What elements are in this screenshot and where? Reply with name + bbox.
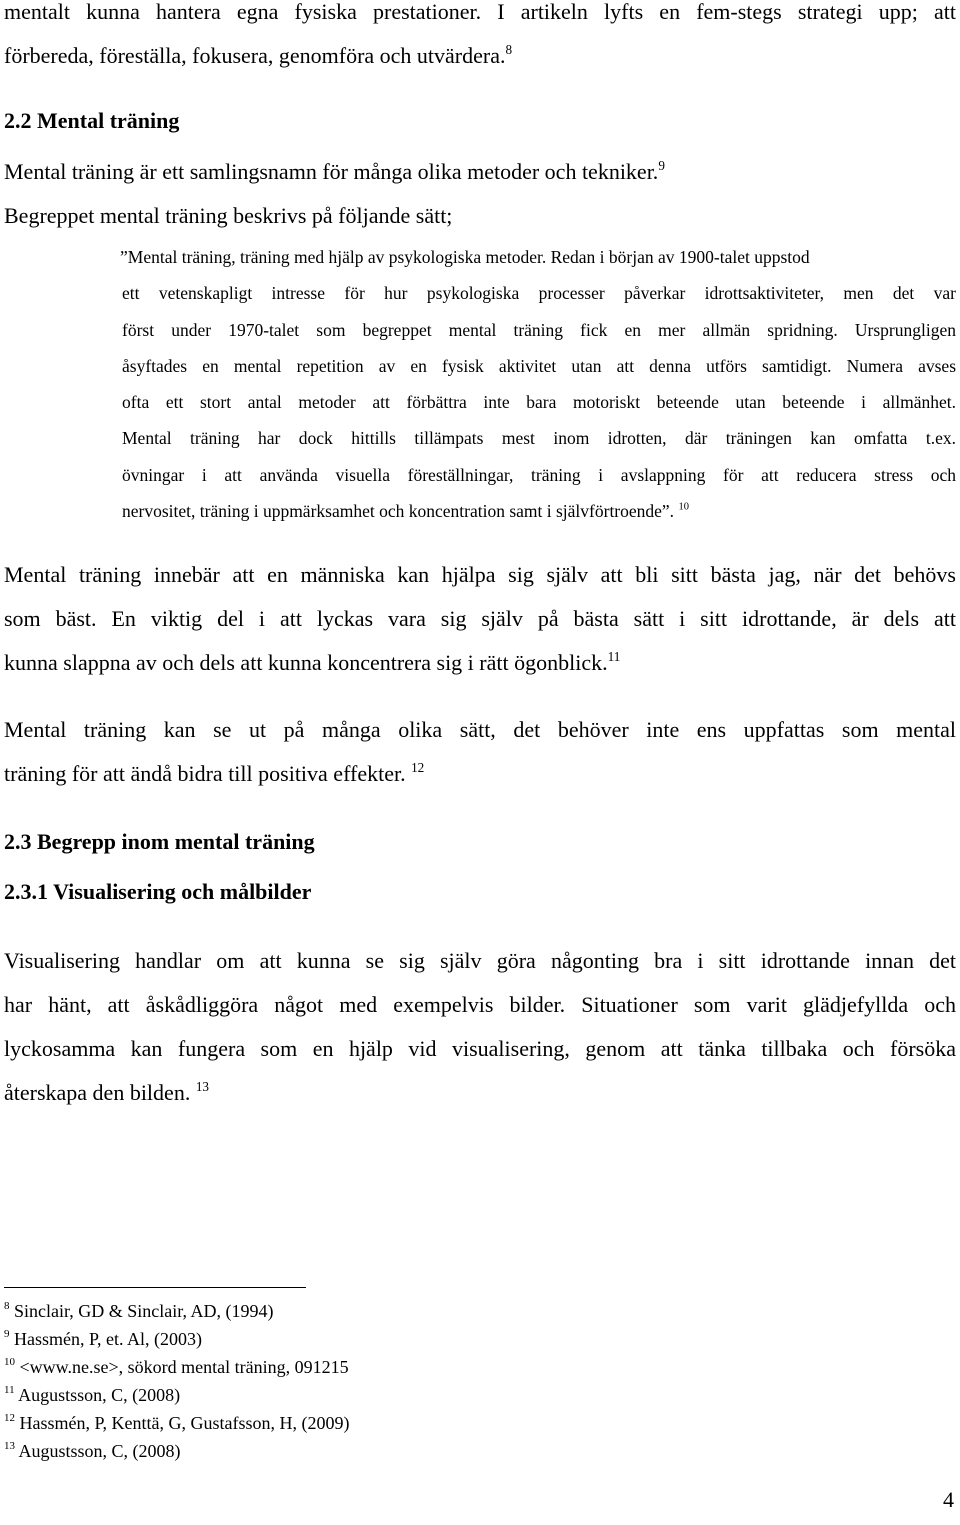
footnote-ref: 13 — [195, 1078, 209, 1094]
quote-line-8: nervositet, träning i uppmärksamhet och koncentration samt i självförtroende”. $^{10}$ — [122, 501, 689, 522]
block-quote — [122, 239, 956, 529]
paragraph-line: har hänt, att åskådliggöra något med exempelvis bilder. Situationer som varit glädjefyllda och — [4, 992, 956, 1017]
footnote-ref: 12 — [411, 759, 425, 775]
footnote-number: 11 — [4, 1383, 15, 1396]
quote-line-7: övningar i att använda visuella föreställningar, träning i avslappning för att reducera stress och — [122, 464, 956, 485]
paragraph-line: Mental träning innebär att en människa kan hjälpa sig själv att bli sitt bästa jag, när det behövs — [4, 562, 956, 587]
paragraph-line: Visualisering handlar om att kunna se sig själv göra någonting bra i sitt idrottande innan det — [4, 948, 956, 973]
section-2-2-intro — [4, 150, 956, 238]
footnote-text: Hassmén, P, et. Al, (2003) — [14, 1329, 202, 1349]
section-heading-2-3-1: 2.3.1 Visualisering och målbilder — [4, 879, 312, 904]
footnote-8 — [4, 1297, 274, 1325]
footnote-ref: 9 — [658, 157, 665, 173]
quote-line-3: först under 1970-talet som begreppet mental träning fick en mer allmän spridning. Ursprungligen — [122, 319, 956, 340]
footnote-text: Hassmén, P, Kenttä, G, Gustafsson, H, (2009) — [19, 1413, 350, 1433]
section-heading-2-3: 2.3 Begrepp inom mental träning — [4, 829, 315, 854]
section-2-2-line-2: Begreppet mental träning beskrivs på följande sätt; — [4, 203, 453, 228]
footnote-11 — [4, 1381, 180, 1409]
footnote-9 — [4, 1325, 202, 1353]
footnote-text: Sinclair, GD & Sinclair, AD, (1994) — [14, 1301, 274, 1321]
footnote-number: 9 — [4, 1327, 10, 1340]
footnote-text: <www.ne.se>, sökord mental träning, 091215 — [19, 1357, 349, 1377]
footnote-separator — [4, 1287, 306, 1288]
paragraph-line: träning för att ändå bidra till positiva effekter. $^{12}$ — [4, 759, 425, 786]
quote-line-5: ofta ett stort antal metoder att förbättra inte bara motoriskt beteende utan beteende i allmänhet. — [122, 392, 956, 413]
section-heading-2-2: 2.2 Mental träning — [4, 108, 180, 133]
intro-paragraph — [4, 0, 956, 78]
footnote-number: 13 — [4, 1439, 15, 1452]
intro-line-1: mentalt kunna hantera egna fysiska prestationer. I artikeln lyfts en fem-stegs strategi upp; att — [4, 0, 956, 24]
footnote-number: 12 — [4, 1411, 15, 1424]
paragraph-mental-training-2 — [4, 708, 956, 796]
quote-line-2: ett vetenskapligt intresse för hur psykologiska processer påverkar idrottsaktiviteter, men det var — [122, 283, 956, 304]
paragraph-line: Mental träning kan se ut på många olika sätt, det behöver inte ens uppfattas som mental — [4, 717, 956, 742]
section-2-2-line-1: Mental träning är ett samlingsnamn för många olika metoder och tekniker.$^9$ — [4, 157, 665, 184]
footnote-ref: 11 — [607, 648, 621, 664]
paragraph-line: kunna slappna av och dels att kunna koncentrera sig i rätt ögonblick.$^{11}$ — [4, 648, 621, 675]
page-number: 4 — [943, 1487, 954, 1512]
footnote-number: 8 — [4, 1299, 10, 1312]
footnote-10 — [4, 1353, 349, 1381]
footnote-ref: 8 — [505, 41, 513, 57]
paragraph-line: som bäst. En viktig del i att lyckas vara sig själv på bästa sätt i sitt idrottande, är dels att — [4, 606, 956, 631]
paragraph-line: återskapa den bilden. $^{13}$ — [4, 1078, 209, 1105]
quote-line-4: åsyftades en mental repetition av en fysisk aktivitet utan att denna utförs samtidigt. Numera avses — [122, 355, 956, 376]
paragraph-line: lyckosamma kan fungera som en hjälp vid visualisering, genom att tänka tillbaka och försöka — [4, 1036, 956, 1061]
footnote-number: 10 — [4, 1355, 15, 1368]
quote-line-6: Mental träning har dock hittills tillämpats mest inom idrotten, där träningen kan omfatta t.ex. — [122, 428, 956, 449]
footnote-text: Augustsson, C, (2008) — [18, 1441, 181, 1461]
intro-line-2: förbereda, föreställa, fokusera, genomföra och utvärdera.$^8$ — [4, 41, 513, 68]
footnote-13 — [4, 1437, 181, 1465]
footnote-text: Augustsson, C, (2008) — [18, 1385, 181, 1405]
paragraph-visualisering — [4, 939, 956, 1115]
quote-line-1: ”Mental träning, träning med hjälp av psykologiska metoder. Redan i början av 1900-talet uppstod — [120, 247, 810, 267]
paragraph-mental-training-1 — [4, 553, 956, 685]
footnote-12 — [4, 1409, 349, 1437]
footnote-ref: 10 — [678, 501, 689, 513]
